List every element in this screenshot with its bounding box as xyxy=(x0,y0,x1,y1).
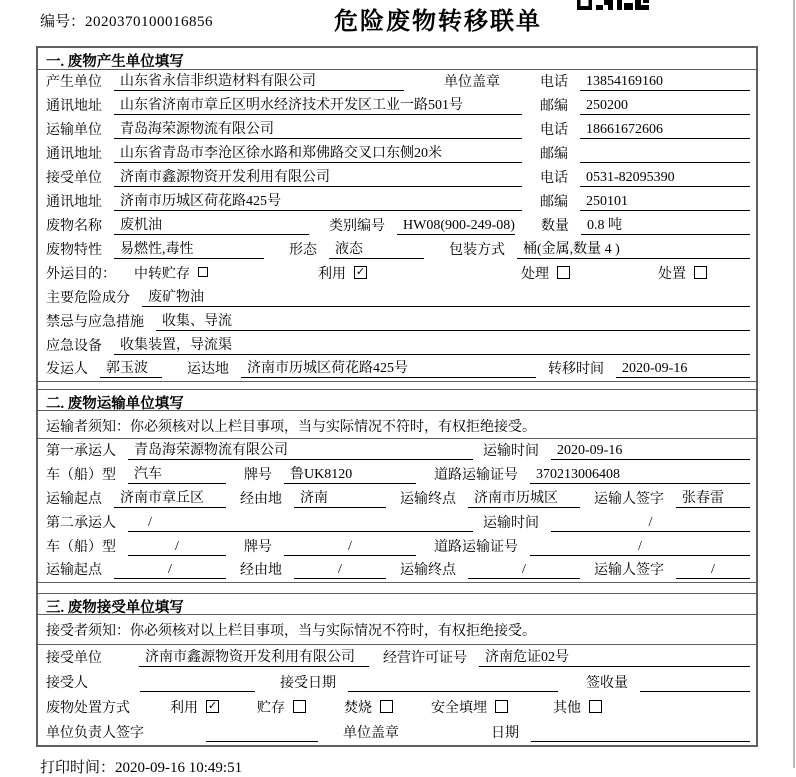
disposal-landfill-label: 安全填埋 xyxy=(431,701,487,716)
emergency-measures-value: 收集、导流 xyxy=(156,310,750,331)
qr-code-icon xyxy=(577,0,651,10)
second-carrier-value: / xyxy=(128,515,473,532)
disposal-incinerate-label: 焚烧 xyxy=(344,701,372,716)
shipper-label: 发运人 xyxy=(46,362,88,377)
second-plate-label: 牌号 xyxy=(244,540,272,555)
print-time xyxy=(40,756,796,777)
second-route-end-label: 运输终点 xyxy=(400,563,456,578)
second-plate-value: / xyxy=(284,539,416,556)
responsible-sign-value xyxy=(206,741,318,742)
shipper-value: 郭玉波 xyxy=(100,357,162,378)
transport-address-value: 山东省青岛市李沧区徐水路和郑佛路交叉口东侧20米 xyxy=(114,142,522,163)
second-route-end-value: / xyxy=(468,562,580,579)
purpose-option-reuse xyxy=(318,263,367,283)
page-title: 危险废物转移联单 xyxy=(334,9,542,35)
row-first-carrier xyxy=(38,439,756,463)
second-vehicle-type-label: 车（船）型 xyxy=(46,540,116,555)
unit-seal-label-bottom: 单位盖章 xyxy=(343,726,399,741)
waste-name-label: 废物名称 xyxy=(46,219,102,234)
first-route-via-label: 经由地 xyxy=(240,492,282,507)
checkbox-disposal-incinerate xyxy=(380,700,393,713)
disposal-reuse-label: 利用 xyxy=(170,701,198,716)
row-first-vehicle xyxy=(38,463,756,487)
disposal-option-store xyxy=(257,697,306,717)
first-plate-label: 牌号 xyxy=(244,468,272,483)
row-producer-unit xyxy=(38,70,756,94)
row-transport-address xyxy=(38,142,756,166)
permit-number-label: 经营许可证号 xyxy=(383,651,467,666)
transport-phone-label: 电话 xyxy=(540,123,568,138)
responsible-sign-label: 单位负责人签字 xyxy=(46,726,144,741)
checkbox-disposal-reuse: ✓ xyxy=(207,699,218,712)
receive-address-label: 通讯地址 xyxy=(46,195,102,210)
accept-unit-label: 接受单位 xyxy=(46,651,102,666)
checkbox-reuse: ✓ xyxy=(355,265,366,278)
first-carrier-sign-label: 运输人签字 xyxy=(594,492,664,507)
first-route-end-label: 运输终点 xyxy=(400,492,456,507)
receive-phone-value: 0531-82095390 xyxy=(580,170,750,187)
first-transport-time-value: 2020-09-16 xyxy=(551,443,750,460)
accept-unit-value: 济南市鑫源物资开发利用有限公司 xyxy=(139,646,369,667)
first-carrier-value: 青岛海荣源物流有限公司 xyxy=(128,439,473,460)
emergency-equipment-label: 应急设备 xyxy=(46,339,102,354)
transfer-time-label: 转移时间 xyxy=(548,362,604,377)
first-route-start-value: 济南市章丘区 xyxy=(114,487,226,508)
waste-qty-label: 数量 xyxy=(541,219,569,234)
first-vehicle-type-value: 汽车 xyxy=(128,463,226,484)
row-second-route xyxy=(38,559,756,583)
first-plate-value: 鲁UK8120 xyxy=(284,463,416,484)
receiver-notice: 接受者须知：你必须核对以上栏目事项，当与实际情况不符时，有权拒绝接受。 xyxy=(38,615,756,645)
unit-seal-label: 单位盖章 xyxy=(444,75,500,90)
row-emergency-equipment xyxy=(38,334,756,358)
receive-zip-value: 250101 xyxy=(580,194,750,211)
second-route-via-label: 经由地 xyxy=(240,563,282,578)
sign-date-label: 日期 xyxy=(491,726,519,741)
row-producer-address xyxy=(38,94,756,118)
second-carrier-sign-label: 运输人签字 xyxy=(594,563,664,578)
checkbox-dispose xyxy=(694,266,707,279)
receive-phone-label: 电话 xyxy=(540,171,568,186)
checkbox-disposal-landfill xyxy=(495,700,508,713)
print-time-value: 2020-09-16 10:49:51 xyxy=(115,760,243,776)
checkbox-disposal-other xyxy=(589,700,602,713)
first-carrier-sign-value: 张春雷 xyxy=(676,487,750,508)
section-2-header: 二. 废物运输单位填写 xyxy=(38,389,756,411)
row-emergency-measures xyxy=(38,310,756,334)
disposal-option-incinerate xyxy=(344,697,393,717)
purpose-label: 外运目的： xyxy=(46,267,116,282)
disposal-other-label: 其他 xyxy=(553,701,581,716)
row-waste-name xyxy=(38,214,756,238)
receive-unit-label: 接受单位 xyxy=(46,171,102,186)
purpose-option-dispose xyxy=(658,263,707,283)
disposal-option-landfill xyxy=(431,697,508,717)
accept-date-label: 接受日期 xyxy=(280,676,336,691)
second-carrier-label: 第二承运人 xyxy=(46,516,116,531)
row-shipper xyxy=(38,358,756,382)
print-time-label: 打印时间： xyxy=(40,760,116,776)
purpose-treat-label: 处理 xyxy=(521,267,549,282)
second-route-start-label: 运输起点 xyxy=(46,563,102,578)
section-3-header: 三. 废物接受单位填写 xyxy=(38,593,756,615)
receive-zip-label: 邮编 xyxy=(540,195,568,210)
producer-address-value: 山东省济南市章丘区明水经济技术开发区工业一路501号 xyxy=(114,94,522,115)
purpose-option-treat xyxy=(521,263,570,283)
purpose-transfer-storage-label: 中转贮存 xyxy=(134,267,190,282)
waste-pack-value: 桶(金属,数量 4 ) xyxy=(517,238,750,259)
purpose-option-transfer-storage xyxy=(134,263,208,283)
waste-name-value: 废机油 xyxy=(114,214,309,235)
second-route-via-value: / xyxy=(294,562,386,579)
second-carrier-sign-value: / xyxy=(676,562,750,579)
transport-unit-value: 青岛海荣源物流有限公司 xyxy=(114,118,522,139)
document-header xyxy=(0,0,796,46)
receive-address-value: 济南市历城区荷花路425号 xyxy=(114,190,522,211)
waste-props-label: 废物特性 xyxy=(46,243,102,258)
row-second-carrier xyxy=(38,511,756,535)
row-responsible-sign xyxy=(38,720,756,745)
producer-phone-label: 电话 xyxy=(540,75,568,90)
destination-label: 运达地 xyxy=(187,362,229,377)
producer-unit-label: 产生单位 xyxy=(46,75,102,90)
row-first-route xyxy=(38,487,756,511)
row-receive-address xyxy=(38,190,756,214)
waste-qty-value: 0.8 吨 xyxy=(581,214,750,235)
first-vehicle-type-label: 车（船）型 xyxy=(46,468,116,483)
main-hazard-label: 主要危险成分 xyxy=(46,291,130,306)
row-transport-unit xyxy=(38,118,756,142)
checkbox-transfer-storage xyxy=(198,267,208,277)
row-acceptor xyxy=(38,670,756,695)
transport-unit-label: 运输单位 xyxy=(46,123,102,138)
transport-zip-label: 邮编 xyxy=(540,147,568,162)
serial-number xyxy=(40,10,213,31)
emergency-equipment-value: 收集装置，导流渠 xyxy=(114,334,750,355)
producer-phone-value: 13854169160 xyxy=(580,74,750,91)
second-road-cert-label: 道路运输证号 xyxy=(434,540,518,555)
purpose-dispose-label: 处置 xyxy=(658,267,686,282)
row-receive-unit xyxy=(38,166,756,190)
row-transfer-purpose xyxy=(38,262,756,286)
acceptor-label: 接受人 xyxy=(46,676,88,691)
page-edge-line xyxy=(793,0,795,768)
permit-number-value: 济南危证02号 xyxy=(479,646,750,667)
waste-code-value: HW08(900-249-08) xyxy=(397,218,515,235)
hazardous-waste-transfer-form xyxy=(36,46,758,747)
transporter-notice: 运输者须知：你必须核对以上栏目事项，当与实际情况不符时，有权拒绝接受。 xyxy=(38,411,756,439)
purpose-reuse-label: 利用 xyxy=(318,267,346,282)
emergency-measures-label: 禁忌与应急措施 xyxy=(46,315,144,330)
waste-form-value: 液态 xyxy=(329,238,424,259)
second-route-start-value: / xyxy=(114,562,226,579)
producer-address-label: 通讯地址 xyxy=(46,99,102,114)
transport-address-label: 通讯地址 xyxy=(46,147,102,162)
main-hazard-value: 废矿物油 xyxy=(142,286,750,307)
producer-unit-value: 山东省永信非织造材料有限公司 xyxy=(114,70,404,91)
disposal-method-label: 废物处置方式 xyxy=(46,701,130,716)
first-route-end-value: 济南市历城区 xyxy=(468,487,580,508)
waste-form-label: 形态 xyxy=(289,243,317,258)
checkbox-disposal-store xyxy=(293,700,306,713)
producer-zip-value: 250200 xyxy=(580,98,750,115)
section-1-header: 一. 废物产生单位填写 xyxy=(38,48,756,70)
serial-label: 编号： xyxy=(40,14,86,30)
waste-props-value: 易燃性,毒性 xyxy=(114,238,264,259)
waste-pack-label: 包装方式 xyxy=(449,243,505,258)
transport-zip-value xyxy=(580,162,750,163)
disposal-option-reuse xyxy=(170,697,219,717)
destination-value: 济南市历城区荷花路425号 xyxy=(241,357,536,378)
first-transport-time-label: 运输时间 xyxy=(483,444,539,459)
row-disposal-method xyxy=(38,695,756,720)
row-main-hazard xyxy=(38,286,756,310)
row-accept-unit xyxy=(38,645,756,670)
checkbox-treat xyxy=(557,266,570,279)
signed-quantity-label: 签收量 xyxy=(586,676,628,691)
disposal-option-other xyxy=(553,697,602,717)
signed-quantity-value xyxy=(640,691,750,692)
section-divider-gap xyxy=(38,583,756,593)
transfer-time-value: 2020-09-16 xyxy=(616,361,750,378)
waste-code-label: 类别编号 xyxy=(329,219,385,234)
first-route-via-value: 济南 xyxy=(294,487,386,508)
receive-unit-value: 济南市鑫源物资开发利用有限公司 xyxy=(114,166,522,187)
acceptor-value xyxy=(140,691,255,692)
second-transport-time-value: / xyxy=(551,515,750,532)
first-road-cert-label: 道路运输证号 xyxy=(434,468,518,483)
producer-zip-label: 邮编 xyxy=(540,99,568,114)
accept-date-value xyxy=(348,691,558,692)
serial-value: 2020370100016856 xyxy=(85,14,214,30)
disposal-store-label: 贮存 xyxy=(257,701,285,716)
first-route-start-label: 运输起点 xyxy=(46,492,102,507)
second-road-cert-value: / xyxy=(530,539,750,556)
first-carrier-label: 第一承运人 xyxy=(46,444,116,459)
row-second-vehicle xyxy=(38,535,756,559)
second-transport-time-label: 运输时间 xyxy=(483,516,539,531)
second-vehicle-type-value: / xyxy=(128,539,226,556)
section-divider-gap xyxy=(38,382,756,389)
sign-date-value xyxy=(531,741,750,742)
transport-phone-value: 18661672606 xyxy=(580,122,750,139)
first-road-cert-value: 370213006408 xyxy=(530,467,750,484)
row-waste-properties xyxy=(38,238,756,262)
